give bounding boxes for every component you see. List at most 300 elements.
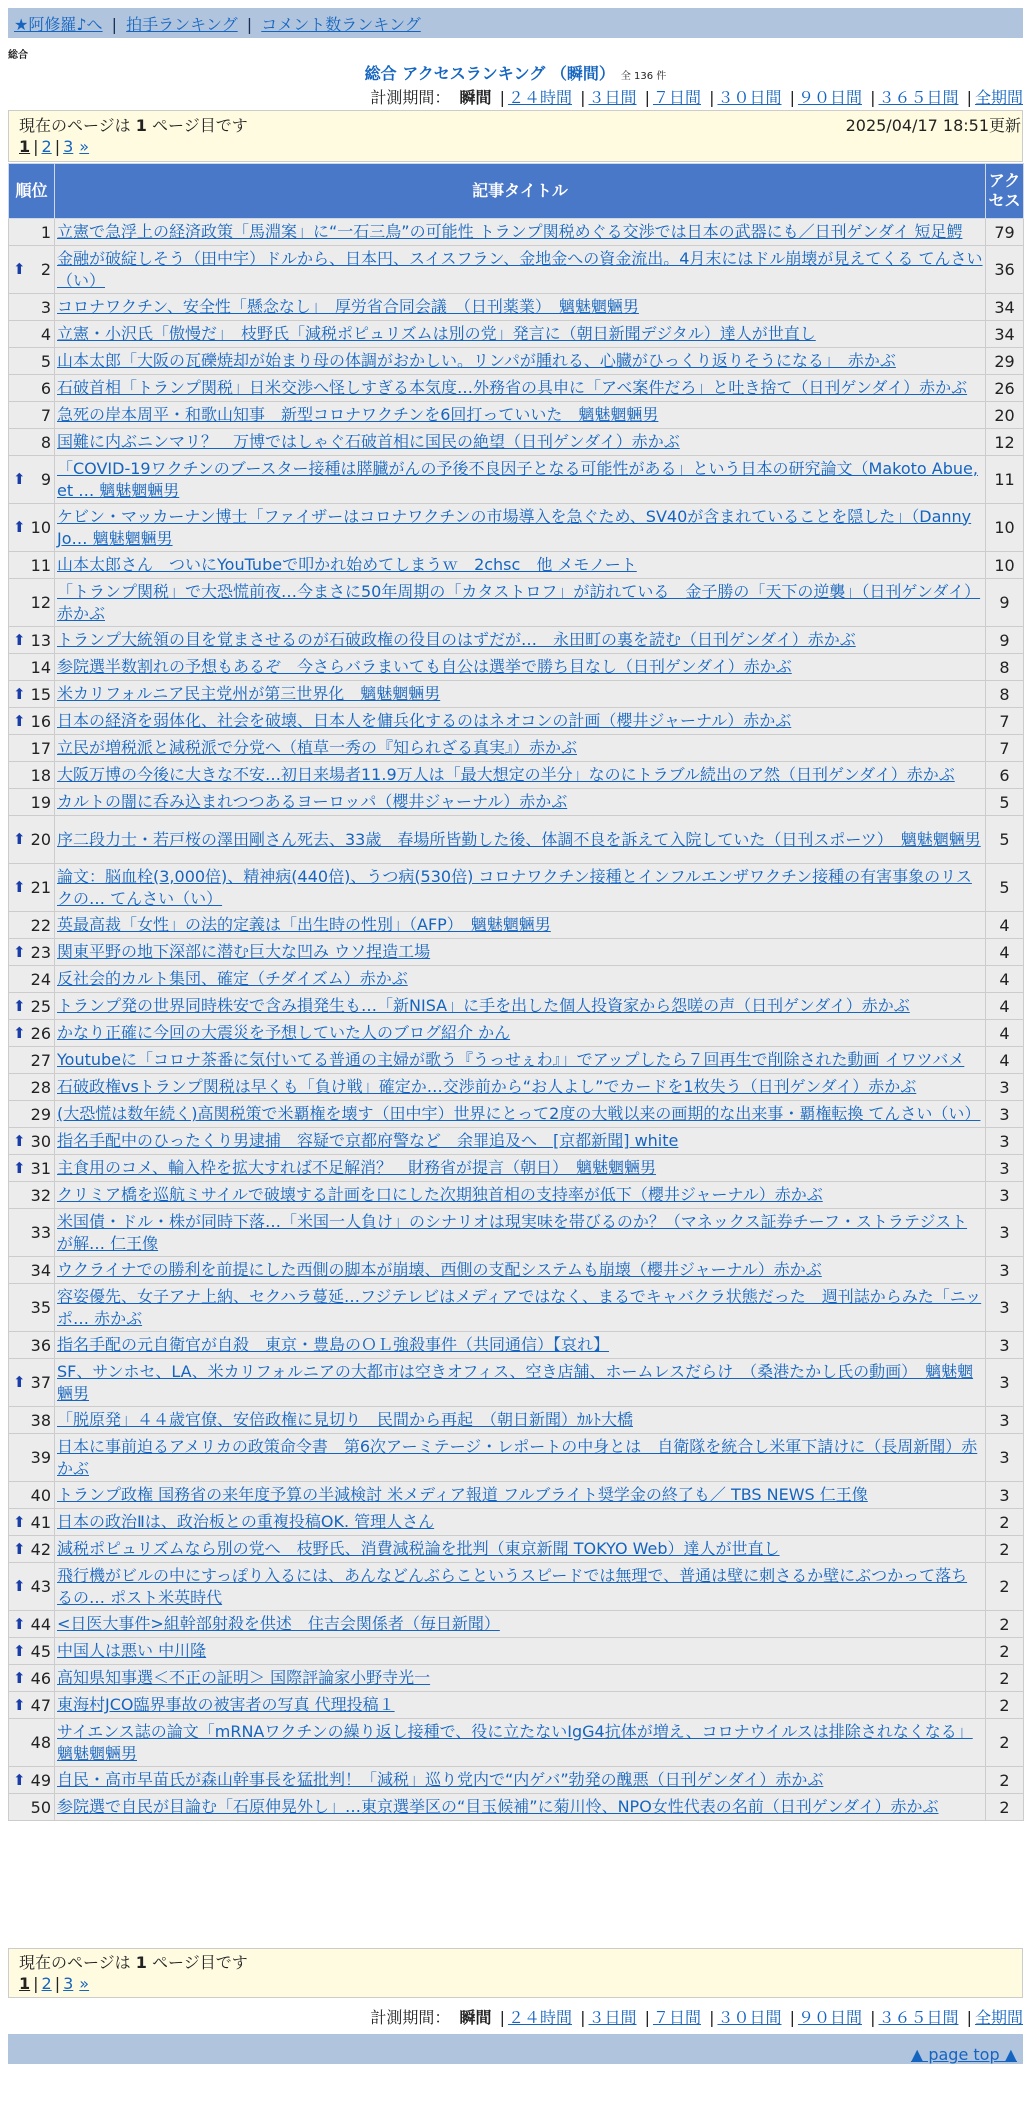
title-cell <box>55 1359 986 1407</box>
title-cell <box>55 1257 986 1284</box>
table-row <box>9 816 1024 864</box>
access-count: 3 <box>986 1407 1024 1434</box>
rank-number: 23 <box>30 942 51 962</box>
access-count: 8 <box>986 654 1024 681</box>
title-cell <box>55 552 986 579</box>
period-option-all[interactable]: 全期間 <box>974 88 1023 107</box>
rank-number: 24 <box>30 969 51 989</box>
access-count: 3 <box>986 1182 1024 1209</box>
pager-link-3[interactable]: 3 <box>63 1974 74 1993</box>
article-link[interactable]: かなり正確に今回の大震災を予想していた人のブログ紹介 かん <box>57 1023 511 1042</box>
article-link[interactable]: 金融が破綻しそう（田中宇）ドルから、日本円、スイスフラン、金地金への資金流出。4月末にはドル崩壊が見えてくる てんさい（い） <box>57 248 983 290</box>
table-row <box>9 762 1024 789</box>
total-count: 全 136 件 <box>620 71 667 82</box>
article-link[interactable]: (大恐慌は数年続く)高関税策で米覇権を壊す（田中宇）世界にとって2度の大戦以来の画期的な出来事・覇権転換 てんさい（い） <box>57 1104 981 1123</box>
rank-number: 38 <box>30 1410 51 1430</box>
article-link[interactable]: 石破政権vsトランプ関税は早くも「負け戦」確定か…交渉前から“お人よし”でカードを1枚失う（日刊ゲンダイ）赤かぶ <box>57 1077 917 1096</box>
rank-cell <box>9 762 55 789</box>
period-option-24h[interactable]: ２４時間 <box>507 2008 572 2027</box>
rank-number: 29 <box>30 1104 51 1124</box>
access-count: 3 <box>986 1101 1024 1128</box>
title-cell <box>55 1509 986 1536</box>
table-row <box>9 504 1024 552</box>
title-cell <box>55 1020 986 1047</box>
table-row <box>9 1209 1024 1257</box>
title-cell <box>55 708 986 735</box>
article-link[interactable]: 高知県知事選＜不正の証明＞ 国際評論家小野寺光一 <box>57 1668 431 1687</box>
access-count: 2 <box>986 1665 1024 1692</box>
title-cell <box>55 1719 986 1767</box>
rank-cell <box>9 1284 55 1332</box>
article-link[interactable]: Youtubeに「コロナ茶番に気付いてる普通の主婦が歌う『うっせぇわ』」でアップしたら７回再生で削除された動画 イワツバメ <box>57 1050 965 1069</box>
pager-link-2[interactable]: 2 <box>41 1974 52 1993</box>
rank-number: 14 <box>30 657 51 677</box>
rank-cell <box>9 1509 55 1536</box>
ranking-table-body <box>9 219 1024 1821</box>
access-count: 4 <box>986 993 1024 1020</box>
rank-number: 49 <box>30 1770 51 1790</box>
table-row <box>9 1020 1024 1047</box>
table-row <box>9 1407 1024 1434</box>
period-option-30d[interactable]: ３０日間 <box>717 88 782 107</box>
article-link[interactable]: 東海村JCO臨界事故の被害者の写真 代理投稿１ <box>57 1695 395 1714</box>
table-row <box>9 654 1024 681</box>
page-top-link[interactable]: ▲ page top ▲ <box>910 2045 1017 2064</box>
table-row <box>9 1434 1024 1482</box>
rank-number: 31 <box>30 1158 51 1178</box>
article-link[interactable]: 日本の政治Ⅱは、政治板との重複投稿OK. 管理人さん <box>57 1512 435 1531</box>
title-cell <box>55 912 986 939</box>
table-row <box>9 348 1024 375</box>
title-cell <box>55 1182 986 1209</box>
rank-up-arrow-icon: ⬆ <box>13 470 26 488</box>
rank-cell <box>9 1257 55 1284</box>
article-link[interactable]: 国難に内ぶニンマリ？ 万博ではしゃぐ石破首相に国民の絶望（日刊ゲンダイ）赤かぶ <box>57 432 680 451</box>
period-separator: | <box>789 88 795 107</box>
article-link[interactable]: カルトの闇に呑み込まれつつあるヨーロッパ（櫻井ジャーナル）赤かぶ <box>57 792 568 811</box>
title-cell <box>55 429 986 456</box>
table-row <box>9 1665 1024 1692</box>
article-link[interactable]: 指名手配の元自衛官が自殺 東京・豊島のＯＬ強殺事件（共同通信）【哀れ】 <box>57 1335 610 1354</box>
table-row <box>9 1509 1024 1536</box>
pager-separator: | <box>33 137 39 156</box>
pager-link-3[interactable]: 3 <box>63 137 74 156</box>
page-status-prefix: 現在のページは <box>19 1953 136 1972</box>
title-cell <box>55 294 986 321</box>
table-row <box>9 1536 1024 1563</box>
access-count: 26 <box>986 375 1024 402</box>
rank-number: 20 <box>30 830 51 849</box>
period-option-30d[interactable]: ３０日間 <box>717 2008 782 2027</box>
col-header-rank: 順位 <box>9 164 55 219</box>
title-cell <box>55 1638 986 1665</box>
article-link[interactable]: 日本の経済を弱体化、社会を破壊、日本人を傭兵化するのはネオコンの計画（櫻井ジャーナル）赤かぶ <box>57 711 792 730</box>
article-link[interactable]: ケビン・マッカーナン博士「ファイザーはコロナワクチンの市場導入を急ぐため、SV40が含まれていることを隠した」（Danny Jo… 魑魅魍魎男 <box>57 506 972 548</box>
period-separator: | <box>499 2008 505 2027</box>
rank-number: 8 <box>40 432 51 452</box>
period-separator: | <box>580 88 586 107</box>
rank-number: 32 <box>30 1185 51 1205</box>
rank-cell <box>9 246 55 294</box>
article-link[interactable]: 参院選で自民が目論む「石原伸晃外し」…東京選挙区の“目玉候補”に菊川怜、NPO女性代表の名前（日刊ゲンダイ）赤かぶ <box>57 1797 939 1816</box>
rank-cell <box>9 1407 55 1434</box>
period-separator: | <box>499 88 505 107</box>
access-count: 4 <box>986 912 1024 939</box>
title-cell <box>55 1767 986 1794</box>
article-link[interactable]: 石破首相「トランプ関税」日米交渉へ怪しすぎる本気度…外務省の具申に「アベ案件だろ」と吐き捨て（日刊ゲンダイ）赤かぶ <box>57 378 968 397</box>
period-option-7d[interactable]: ７日間 <box>652 2008 701 2027</box>
pagination-bottom <box>19 1974 89 1993</box>
table-row <box>9 1155 1024 1182</box>
rank-cell <box>9 1767 55 1794</box>
rank-up-arrow-icon: ⬆ <box>13 1131 26 1150</box>
rank-cell <box>9 1020 55 1047</box>
table-row <box>9 1359 1024 1407</box>
rank-up-arrow-icon: ⬆ <box>13 1577 26 1595</box>
rank-up-arrow-icon: ⬆ <box>13 996 26 1015</box>
period-option-365d[interactable]: ３６５日間 <box>878 2008 959 2027</box>
article-link[interactable]: 中国人は悪い 中川隆 <box>57 1641 207 1660</box>
table-row <box>9 1794 1024 1821</box>
article-link[interactable]: 山本太郎さん ついにYouTubeで叩かれ始めてしまうｗ 2chsc 他 メモノート <box>57 555 637 574</box>
footer-bar <box>8 2034 1023 2064</box>
article-link[interactable]: SF、サンホセ、LA、米カリフォルニアの大都市は空きオフィス、空き店舗、ホームレスだらけ （桑港たかし氏の動画） 魑魅魍魎男 <box>57 1361 974 1403</box>
nav-separator: | <box>111 15 118 34</box>
period-option-90d[interactable]: ９０日間 <box>797 88 862 107</box>
rank-up-arrow-icon: ⬆ <box>13 1668 26 1687</box>
article-link[interactable]: 参院選半数割れの予想もあるぞ 今さらバラまいても自公は選挙で勝ち目なし（日刊ゲンダイ）赤かぶ <box>57 657 792 676</box>
rank-number: 44 <box>30 1614 51 1634</box>
title-cell <box>55 627 986 654</box>
rank-cell <box>9 456 55 504</box>
table-row <box>9 219 1024 246</box>
access-count: 3 <box>986 1128 1024 1155</box>
rank-number: 7 <box>40 405 51 425</box>
rank-cell <box>9 1359 55 1407</box>
access-count: 7 <box>986 708 1024 735</box>
rank-up-arrow-icon: ⬆ <box>13 1695 26 1714</box>
article-link[interactable]: <日医大事件>組幹部射殺を供述 住吉会関係者（毎日新聞） <box>57 1614 500 1633</box>
rank-cell <box>9 993 55 1020</box>
article-link[interactable]: コロナワクチン、安全性「懸念なし」 厚労省合同会議 （日刊薬業） 魑魅魍魎男 <box>57 297 639 316</box>
rank-cell <box>9 912 55 939</box>
rank-up-arrow-icon: ⬆ <box>13 711 26 730</box>
rank-cell <box>9 375 55 402</box>
title-cell <box>55 1434 986 1482</box>
article-link[interactable]: 立憲で急浮上の経済政策「馬淵案」に“一石三鳥”の可能性 トランプ関税めぐる交渉では日本の武器にも／日刊ゲンダイ 短足鰐 <box>57 222 963 241</box>
access-count: 34 <box>986 321 1024 348</box>
table-header-row <box>9 164 1024 219</box>
article-link[interactable]: 「トランプ関税」で大恐慌前夜…今まさに50年周期の「カタストロフ」が訪れている 金子勝の「天下の逆襲」（日刊ゲンダイ）赤かぶ <box>57 581 981 623</box>
rank-up-arrow-icon: ⬆ <box>13 1641 26 1660</box>
pager-link-2[interactable]: 2 <box>41 137 52 156</box>
rank-cell <box>9 504 55 552</box>
rank-number: 15 <box>30 684 51 704</box>
article-link[interactable]: サイエンス誌の論文「mRNAワクチンの繰り返し接種で、役に立たないIgG4抗体が増え、コロナウイルスは排除されなくなる」魑魅魍魎男 <box>57 1721 973 1763</box>
page-heading <box>0 61 1031 84</box>
title-cell <box>55 864 986 912</box>
article-link[interactable]: 飛行機がビルの中にすっぽり入るには、あんなどんぶらこというスピードでは無理で、普通は壁に刺さるか壁にぶつかって落ちるの… ポスト米英時代 <box>57 1565 968 1607</box>
pager-current-page: 1 <box>19 1974 31 1993</box>
table-row <box>9 456 1024 504</box>
table-row <box>9 735 1024 762</box>
title-cell <box>55 348 986 375</box>
period-current: 瞬間 <box>459 88 492 107</box>
access-count: 3 <box>986 1332 1024 1359</box>
rank-up-arrow-icon: ⬆ <box>13 1539 26 1558</box>
table-row <box>9 627 1024 654</box>
rank-cell <box>9 294 55 321</box>
rank-cell <box>9 816 55 864</box>
title-cell <box>55 1407 986 1434</box>
access-count: 3 <box>986 1257 1024 1284</box>
table-row <box>9 1182 1024 1209</box>
access-count: 9 <box>986 579 1024 627</box>
table-row <box>9 1128 1024 1155</box>
period-selector-bottom <box>370 2005 1023 2028</box>
period-option-all[interactable]: 全期間 <box>974 2008 1023 2027</box>
title-cell <box>55 1101 986 1128</box>
access-count: 4 <box>986 966 1024 993</box>
rank-cell <box>9 219 55 246</box>
rank-cell <box>9 654 55 681</box>
article-link[interactable]: 序二段力士・若戸桜の澤田剛さん死去、33歳 春場所皆勤した後、体調不良を訴えて入院していた（日刊スポーツ） 魑魅魍魎男 <box>57 829 981 849</box>
access-count: 2 <box>986 1638 1024 1665</box>
title-cell <box>55 993 986 1020</box>
table-row <box>9 1692 1024 1719</box>
rank-number: 47 <box>30 1695 51 1715</box>
title-cell <box>55 375 986 402</box>
title-cell <box>55 1155 986 1182</box>
rank-up-arrow-icon: ⬆ <box>13 1373 26 1391</box>
article-link[interactable]: 山本太郎「大阪の瓦礫焼却が始まり母の体調がおかしい。リンパが腫れる、心臓がひっくり返りそうになる」 赤かぶ <box>57 351 896 370</box>
table-row <box>9 864 1024 912</box>
nav-link-comment-ranking[interactable]: コメント数ランキング <box>261 15 421 34</box>
title-cell <box>55 1284 986 1332</box>
access-count: 9 <box>986 627 1024 654</box>
pager-next[interactable]: » <box>79 137 90 156</box>
access-count: 3 <box>986 1155 1024 1182</box>
rank-number: 4 <box>40 324 51 344</box>
title-cell <box>55 1692 986 1719</box>
title-cell <box>55 1128 986 1155</box>
rank-number: 18 <box>30 765 51 785</box>
page-status-prefix: 現在のページは <box>19 116 136 135</box>
page-status-number: 1 <box>135 116 147 135</box>
rank-up-arrow-icon: ⬆ <box>13 518 26 536</box>
article-link[interactable]: 自民・高市早苗氏が森山幹事長を猛批判！「減税」巡り党内で“内ゲバ”勃発の醜悪（日刊ゲンダイ）赤かぶ <box>57 1770 824 1789</box>
access-count: 2 <box>986 1719 1024 1767</box>
rank-number: 22 <box>30 915 51 935</box>
rank-number: 1 <box>40 222 51 242</box>
breadcrumb: 総合 <box>8 50 28 61</box>
table-row <box>9 789 1024 816</box>
period-option-3d[interactable]: ３日間 <box>588 88 637 107</box>
rank-number: 33 <box>30 1223 51 1242</box>
col-header-title: 記事タイトル <box>55 164 986 219</box>
table-row <box>9 1767 1024 1794</box>
rank-number: 19 <box>30 792 51 812</box>
rank-up-arrow-icon: ⬆ <box>13 630 26 649</box>
rank-cell <box>9 429 55 456</box>
rank-number: 21 <box>30 878 51 897</box>
access-count: 2 <box>986 1563 1024 1611</box>
article-link[interactable]: 論文：脳血栓(3,000倍)、精神病(440倍)、うつ病(530倍) コロナワクチン接種とインフルエンザワクチン接種の有害事象のリスクの… てんさい（い） <box>57 866 972 908</box>
rank-up-arrow-icon: ⬆ <box>13 1512 26 1531</box>
table-row <box>9 429 1024 456</box>
table-row <box>9 1332 1024 1359</box>
pagination-top <box>19 137 89 156</box>
rank-up-arrow-icon: ⬆ <box>13 260 26 278</box>
article-link[interactable]: 急死の岸本周平・和歌山知事 新型コロナワクチンを6回打っていいた 魑魅魍魎男 <box>57 405 659 424</box>
access-count: 3 <box>986 1284 1024 1332</box>
access-count: 3 <box>986 1074 1024 1101</box>
rank-number: 41 <box>30 1512 51 1532</box>
title-cell <box>55 1611 986 1638</box>
ranking-table <box>8 163 1024 1821</box>
period-option-7d[interactable]: ７日間 <box>652 88 701 107</box>
page-status-suffix: ページ目です <box>146 1953 248 1972</box>
rank-cell <box>9 1536 55 1563</box>
period-separator: | <box>709 2008 715 2027</box>
access-count: 3 <box>986 1434 1024 1482</box>
rank-cell <box>9 402 55 429</box>
period-separator: | <box>870 88 876 107</box>
rank-number: 13 <box>30 630 51 650</box>
rank-number: 34 <box>30 1260 51 1280</box>
table-row <box>9 1719 1024 1767</box>
rank-cell <box>9 1155 55 1182</box>
rank-cell <box>9 966 55 993</box>
article-link[interactable]: トランプ発の世界同時株安で含み損発生も…「新NISA」に手を出した個人投資家から怨嗟の声（日刊ゲンダイ）赤かぶ <box>57 996 910 1015</box>
article-link[interactable]: 英最高裁「女性」の法的定義は「出生時の性別」（AFP） 魑魅魍魎男 <box>57 915 551 934</box>
rank-cell <box>9 1047 55 1074</box>
period-label: 計測期間： <box>370 88 451 107</box>
nav-separator: | <box>246 15 253 34</box>
access-count: 36 <box>986 246 1024 294</box>
table-row <box>9 294 1024 321</box>
period-separator: | <box>966 2008 972 2027</box>
rank-cell <box>9 1638 55 1665</box>
table-row <box>9 681 1024 708</box>
article-link[interactable]: ウクライナでの勝利を前提にした西側の脚本が崩壊、西側の支配システムも崩壊（櫻井ジャーナル）赤かぶ <box>57 1260 822 1279</box>
rank-cell <box>9 1434 55 1482</box>
title-cell <box>55 1074 986 1101</box>
access-count: 3 <box>986 1209 1024 1257</box>
article-link[interactable]: 主食用のコメ、輸入枠を拡大すれば不足解消？ 財務省が提言（朝日） 魑魅魍魎男 <box>57 1158 657 1177</box>
article-link[interactable]: 米国債・ドル・株が同時下落…「米国一人負け」のシナリオは現実味を帯びるのか？（マネックス証券チーフ・ストラテジスト が解… 仁王像 <box>57 1211 968 1253</box>
period-option-3d[interactable]: ３日間 <box>588 2008 637 2027</box>
title-cell <box>55 966 986 993</box>
table-row <box>9 993 1024 1020</box>
access-count: 3 <box>986 1482 1024 1509</box>
access-count: 29 <box>986 348 1024 375</box>
article-link[interactable]: クリミア橋を巡航ミサイルで破壊する計画を口にした次期独首相の支持率が低下（櫻井ジャーナル）赤かぶ <box>57 1185 823 1204</box>
article-link[interactable]: トランプ政権 国務省の来年度予算の半減検討 米メディア報道 フルブライト奨学金の終了も／ TBS NEWS 仁王像 <box>57 1485 868 1504</box>
rank-up-arrow-icon: ⬆ <box>13 1614 26 1633</box>
period-separator: | <box>966 88 972 107</box>
nav-link-applause-ranking[interactable]: 拍手ランキング <box>126 15 238 34</box>
rank-cell <box>9 1101 55 1128</box>
rank-cell <box>9 1794 55 1821</box>
access-count: 4 <box>986 939 1024 966</box>
period-separator: | <box>580 2008 586 2027</box>
page-status-top <box>19 113 248 136</box>
rank-number: 39 <box>30 1448 51 1467</box>
article-link[interactable]: 「脱原発」４４歳官僚、安倍政権に見切り 民間から再起 （朝日新聞）ｶﾙﾄ大橋 <box>57 1410 634 1429</box>
article-link[interactable]: 日本に事前迫るアメリカの政策命令書 第6次アーミテージ・レポートの中身とは 自衛隊を統合し米軍下請けに（長周新聞）赤かぶ <box>57 1436 978 1478</box>
rank-cell <box>9 681 55 708</box>
access-count: 79 <box>986 219 1024 246</box>
article-link[interactable]: 立憲・小沢氏「傲慢だ」 枝野氏「減税ポピュリズムは別の党」発言に（朝日新聞デジタル）達人が世直し <box>57 324 816 343</box>
table-row <box>9 552 1024 579</box>
rank-number: 26 <box>30 1023 51 1043</box>
article-link[interactable]: 反社会的カルト集団、確定（チダイズム）赤かぶ <box>57 969 408 988</box>
rank-number: 36 <box>30 1335 51 1355</box>
rank-number: 16 <box>30 711 51 731</box>
article-link[interactable]: 大阪万博の今後に大きな不安…初日来場者11.9万人は「最大想定の半分」なのにトラブル続出のア然（日刊ゲンダイ）赤かぶ <box>57 765 955 784</box>
article-link[interactable]: 「COVID-19ワクチンのブースター接種は膵臓がんの予後不良因子となる可能性がある」という日本の研究論文（Makoto Abue, et … 魑魅魍魎男 <box>57 458 978 500</box>
period-option-24h[interactable]: ２４時間 <box>507 88 572 107</box>
rank-cell <box>9 1611 55 1638</box>
table-row <box>9 246 1024 294</box>
top-nav-bar <box>8 8 1023 38</box>
pager-separator: | <box>54 137 61 156</box>
access-count: 2 <box>986 1692 1024 1719</box>
access-count: 3 <box>986 1359 1024 1407</box>
rank-cell <box>9 1182 55 1209</box>
title-cell <box>55 456 986 504</box>
title-cell <box>55 1209 986 1257</box>
article-link[interactable]: 指名手配中のひったくり男逮捕 容疑で京都府警など 余罪追及へ [京都新聞] white <box>57 1131 679 1150</box>
article-link[interactable]: トランプ大統領の目を覚まさせるのが石破政権の役目のはずだが… 永田町の裏を読む（日刊ゲンダイ）赤かぶ <box>57 630 856 649</box>
pager-next[interactable]: » <box>79 1974 90 1993</box>
access-count: 6 <box>986 762 1024 789</box>
period-separator: | <box>644 2008 650 2027</box>
rank-cell <box>9 864 55 912</box>
rank-number: 3 <box>40 297 51 317</box>
article-link[interactable]: 容姿優先、女子アナ上納、セクハラ蔓延…フジテレビはメディアではなく、まるでキャバクラ状態だった 週刊誌からみた「ニッポ… 赤かぶ <box>57 1286 982 1328</box>
period-selector-top <box>370 85 1023 108</box>
title-cell <box>55 1536 986 1563</box>
rank-number: 17 <box>30 738 51 758</box>
period-separator: | <box>789 2008 795 2027</box>
rank-number: 48 <box>30 1733 51 1752</box>
title-cell <box>55 654 986 681</box>
title-cell <box>55 246 986 294</box>
period-option-365d[interactable]: ３６５日間 <box>878 88 959 107</box>
article-link[interactable]: 立民が増税派と減税派で分党へ（植草一秀の『知られざる真実』）赤かぶ <box>57 738 578 757</box>
access-count: 20 <box>986 402 1024 429</box>
access-count: 5 <box>986 789 1024 816</box>
period-label: 計測期間： <box>370 2008 451 2027</box>
article-link[interactable]: 米カリフォルニア民主党州が第三世界化 魑魅魍魎男 <box>57 684 441 703</box>
rank-number: 35 <box>30 1298 51 1317</box>
rank-cell <box>9 579 55 627</box>
article-link[interactable]: 減税ポピュリズムなら別の党へ 枝野氏、消費減税論を批判（東京新聞 TOKYO Web）達人が世直し <box>57 1539 780 1558</box>
title-cell <box>55 939 986 966</box>
title-cell <box>55 681 986 708</box>
rank-cell <box>9 627 55 654</box>
rank-number: 28 <box>30 1077 51 1097</box>
article-link[interactable]: 関東平野の地下深部に潜む巨大な凹み ウソ捏造工場 <box>57 942 431 961</box>
rank-cell <box>9 789 55 816</box>
period-option-90d[interactable]: ９０日間 <box>797 2008 862 2027</box>
period-current: 瞬間 <box>459 2008 492 2027</box>
nav-link-home[interactable]: ★阿修羅♪へ <box>14 15 103 34</box>
access-count: 2 <box>986 1767 1024 1794</box>
rank-number: 5 <box>40 351 51 371</box>
